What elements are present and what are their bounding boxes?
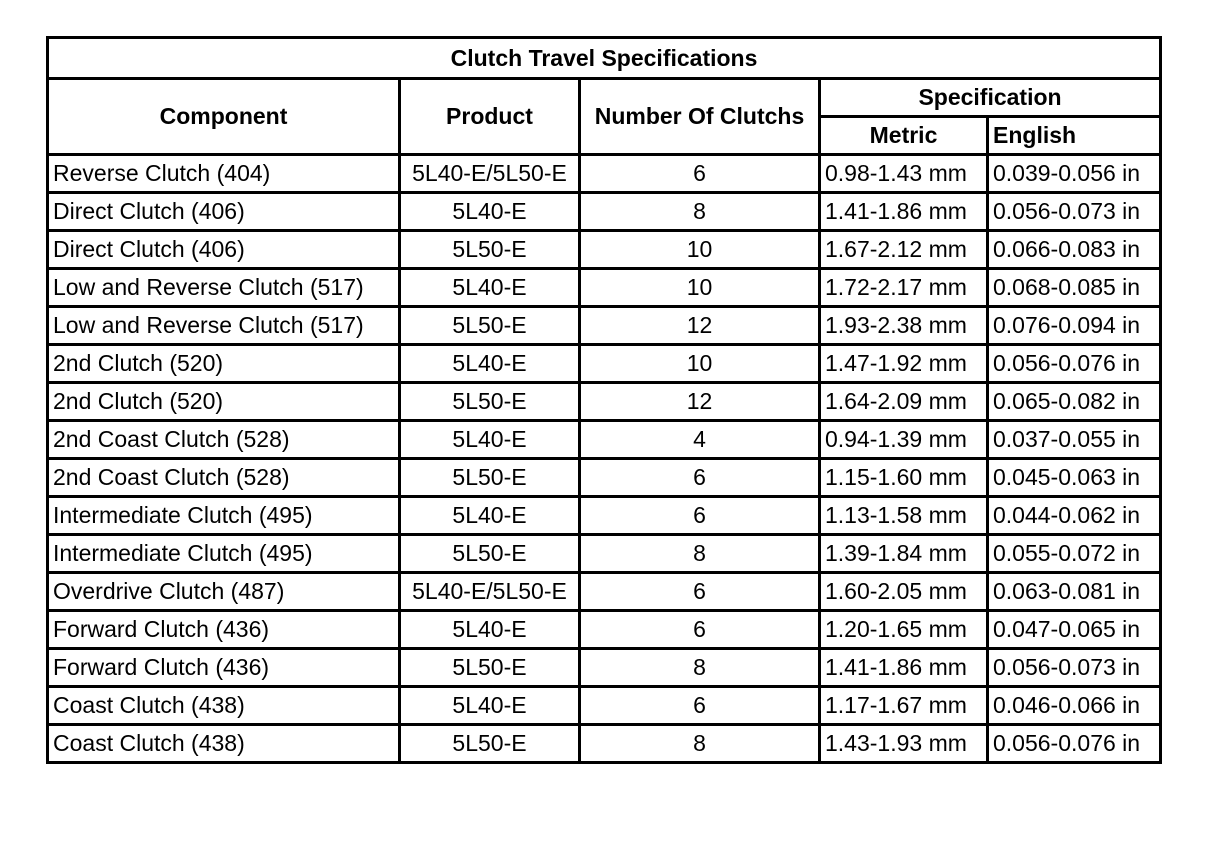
cell-number-of-clutches: 8 — [580, 725, 820, 763]
cell-product: 5L50-E — [400, 383, 580, 421]
cell-english: 0.045-0.063 in — [988, 459, 1161, 497]
table-body — [48, 155, 1161, 763]
cell-number-of-clutches: 12 — [580, 383, 820, 421]
cell-number-of-clutches: 6 — [580, 155, 820, 193]
cell-metric: 0.94-1.39 mm — [820, 421, 988, 459]
cell-component: Low and Reverse Clutch (517) — [48, 269, 400, 307]
cell-metric: 1.72-2.17 mm — [820, 269, 988, 307]
cell-metric: 1.47-1.92 mm — [820, 345, 988, 383]
table-row — [48, 193, 1161, 231]
cell-component: Intermediate Clutch (495) — [48, 535, 400, 573]
table-row — [48, 649, 1161, 687]
cell-number-of-clutches: 8 — [580, 535, 820, 573]
cell-number-of-clutches: 6 — [580, 497, 820, 535]
table-title-row — [48, 38, 1161, 79]
cell-product: 5L50-E — [400, 459, 580, 497]
cell-product: 5L50-E — [400, 725, 580, 763]
table-row — [48, 725, 1161, 763]
cell-number-of-clutches: 10 — [580, 231, 820, 269]
cell-component: Intermediate Clutch (495) — [48, 497, 400, 535]
cell-metric: 1.39-1.84 mm — [820, 535, 988, 573]
cell-component: Overdrive Clutch (487) — [48, 573, 400, 611]
cell-component: Low and Reverse Clutch (517) — [48, 307, 400, 345]
cell-product: 5L40-E — [400, 497, 580, 535]
cell-english: 0.066-0.083 in — [988, 231, 1161, 269]
cell-english: 0.056-0.076 in — [988, 345, 1161, 383]
cell-component: Reverse Clutch (404) — [48, 155, 400, 193]
cell-english: 0.055-0.072 in — [988, 535, 1161, 573]
header-row-1 — [48, 79, 1161, 117]
cell-english: 0.039-0.056 in — [988, 155, 1161, 193]
clutch-travel-table — [46, 36, 1162, 764]
table-row — [48, 687, 1161, 725]
cell-product: 5L40-E — [400, 193, 580, 231]
table-row — [48, 345, 1161, 383]
header-specification: Specification — [820, 79, 1161, 117]
cell-english: 0.056-0.076 in — [988, 725, 1161, 763]
table-row — [48, 459, 1161, 497]
cell-english: 0.076-0.094 in — [988, 307, 1161, 345]
cell-metric: 1.13-1.58 mm — [820, 497, 988, 535]
header-metric: Metric — [820, 117, 988, 155]
header-component: Component — [48, 79, 400, 155]
table-row — [48, 155, 1161, 193]
cell-english: 0.046-0.066 in — [988, 687, 1161, 725]
cell-product: 5L40-E — [400, 269, 580, 307]
cell-number-of-clutches: 8 — [580, 193, 820, 231]
cell-english: 0.037-0.055 in — [988, 421, 1161, 459]
table-row — [48, 497, 1161, 535]
cell-number-of-clutches: 10 — [580, 345, 820, 383]
cell-product: 5L50-E — [400, 649, 580, 687]
table-row — [48, 269, 1161, 307]
cell-number-of-clutches: 6 — [580, 573, 820, 611]
cell-product: 5L50-E — [400, 307, 580, 345]
cell-english: 0.047-0.065 in — [988, 611, 1161, 649]
cell-number-of-clutches: 12 — [580, 307, 820, 345]
cell-product: 5L50-E — [400, 535, 580, 573]
header-english: English — [988, 117, 1161, 155]
cell-product: 5L50-E — [400, 231, 580, 269]
cell-metric: 1.67-2.12 mm — [820, 231, 988, 269]
cell-metric: 1.41-1.86 mm — [820, 649, 988, 687]
cell-english: 0.056-0.073 in — [988, 193, 1161, 231]
table-row — [48, 573, 1161, 611]
cell-number-of-clutches: 8 — [580, 649, 820, 687]
cell-product: 5L40-E — [400, 611, 580, 649]
cell-number-of-clutches: 6 — [580, 687, 820, 725]
cell-metric: 0.98-1.43 mm — [820, 155, 988, 193]
cell-component: Direct Clutch (406) — [48, 193, 400, 231]
cell-component: 2nd Coast Clutch (528) — [48, 421, 400, 459]
cell-component: 2nd Coast Clutch (528) — [48, 459, 400, 497]
cell-metric: 1.43-1.93 mm — [820, 725, 988, 763]
table-row — [48, 231, 1161, 269]
cell-component: Coast Clutch (438) — [48, 687, 400, 725]
cell-product: 5L40-E — [400, 687, 580, 725]
table-row — [48, 421, 1161, 459]
table-row — [48, 611, 1161, 649]
cell-english: 0.065-0.082 in — [988, 383, 1161, 421]
cell-metric: 1.20-1.65 mm — [820, 611, 988, 649]
cell-product: 5L40-E — [400, 421, 580, 459]
table-row — [48, 383, 1161, 421]
cell-metric: 1.93-2.38 mm — [820, 307, 988, 345]
cell-component: Direct Clutch (406) — [48, 231, 400, 269]
cell-metric: 1.41-1.86 mm — [820, 193, 988, 231]
cell-metric: 1.17-1.67 mm — [820, 687, 988, 725]
cell-component: Coast Clutch (438) — [48, 725, 400, 763]
cell-number-of-clutches: 6 — [580, 611, 820, 649]
cell-number-of-clutches: 6 — [580, 459, 820, 497]
cell-component: 2nd Clutch (520) — [48, 383, 400, 421]
cell-english: 0.056-0.073 in — [988, 649, 1161, 687]
cell-component: 2nd Clutch (520) — [48, 345, 400, 383]
cell-number-of-clutches: 4 — [580, 421, 820, 459]
table-title: Clutch Travel Specifications — [48, 38, 1161, 79]
cell-product: 5L40-E/5L50-E — [400, 573, 580, 611]
cell-metric: 1.64-2.09 mm — [820, 383, 988, 421]
cell-english: 0.068-0.085 in — [988, 269, 1161, 307]
header-number-of-clutchs: Number Of Clutchs — [580, 79, 820, 155]
cell-component: Forward Clutch (436) — [48, 649, 400, 687]
table-row — [48, 307, 1161, 345]
header-product: Product — [400, 79, 580, 155]
table-row — [48, 535, 1161, 573]
cell-metric: 1.15-1.60 mm — [820, 459, 988, 497]
cell-metric: 1.60-2.05 mm — [820, 573, 988, 611]
cell-product: 5L40-E/5L50-E — [400, 155, 580, 193]
cell-number-of-clutches: 10 — [580, 269, 820, 307]
cell-product: 5L40-E — [400, 345, 580, 383]
cell-english: 0.044-0.062 in — [988, 497, 1161, 535]
cell-component: Forward Clutch (436) — [48, 611, 400, 649]
cell-english: 0.063-0.081 in — [988, 573, 1161, 611]
